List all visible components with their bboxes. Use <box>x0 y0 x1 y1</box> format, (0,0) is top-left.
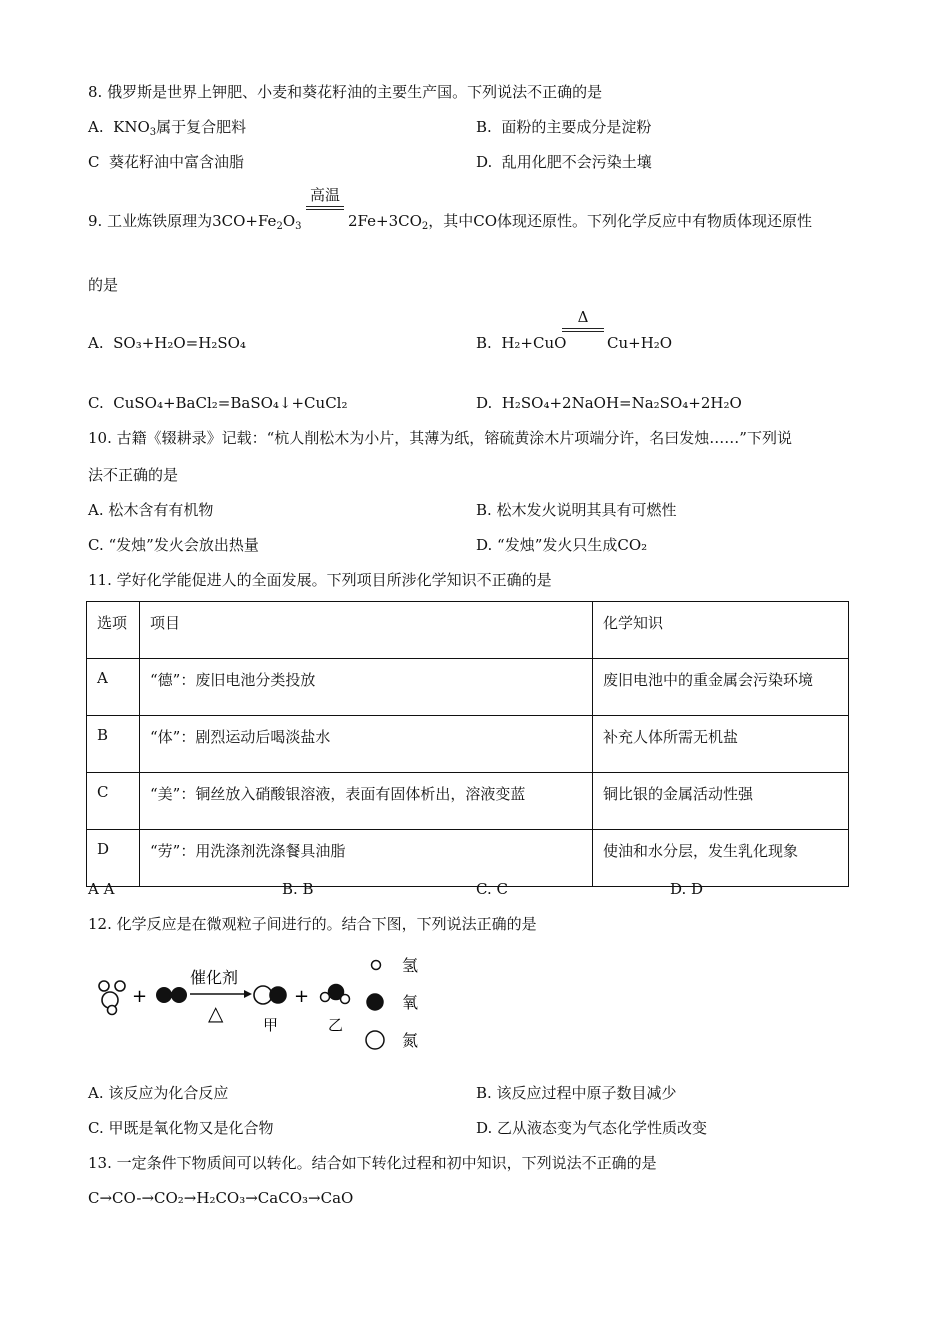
q9-option-a[interactable]: A. SO₃+H₂O=H₂SO₄ <box>88 334 246 352</box>
q9-condition-bar-2 <box>306 209 344 210</box>
hydrogen-atom <box>108 1006 117 1015</box>
q12-option-d[interactable]: D. 乙从液态变为气态化学性质改变 <box>476 1119 708 1137</box>
q8-option-d[interactable]: D. 乱用化肥不会污染土壤 <box>476 153 652 171</box>
q9-option-b-cond-text: Δ <box>577 308 589 326</box>
q12-option-c[interactable]: C. 甲既是氧化物又是化合物 <box>88 1119 274 1137</box>
q12-option-b[interactable]: B. 该反应过程中原子数目减少 <box>476 1084 677 1102</box>
q10-option-c[interactable]: C. “发烛”发火会放出热量 <box>88 536 259 554</box>
q9-sub-3: 3 <box>295 221 302 232</box>
q8-stem: 8. 俄罗斯是世界上钾肥、小麦和葵花籽油的主要生产国。下列说法不正确的是 <box>88 83 603 101</box>
q9-stem-cont: 的是 <box>88 276 119 294</box>
heat-label: △ <box>208 1001 224 1025</box>
q9-stem-post <box>348 211 812 231</box>
q12-option-a[interactable]: A. 该反应为化合反应 <box>88 1084 229 1102</box>
q9-option-b-cond-bar <box>562 328 604 329</box>
q9-option-b[interactable] <box>476 333 566 353</box>
plus-sign-2: + <box>294 986 310 1007</box>
q11-table <box>86 601 849 887</box>
table-row <box>87 773 849 830</box>
q12-stem: 12. 化学反应是在微观粒子间进行的。结合下图，下列说法正确的是 <box>88 915 537 933</box>
q9-option-d[interactable]: D. H₂SO₄+2NaOH=Na₂SO₄+2H₂O <box>476 394 742 412</box>
q9-stem-post-a: 2Fe+3CO <box>348 212 422 230</box>
q12-reaction-diagram <box>80 950 440 1060</box>
legend-hydrogen-label: 氢 <box>402 956 419 975</box>
plus-sign: + <box>132 986 148 1007</box>
table-cell: 补充人体所需无机盐 <box>593 716 849 773</box>
hydrogen-atom <box>115 981 125 991</box>
q8-option-a-text: 属于复合肥料 <box>156 118 247 136</box>
q9-option-b-post: Cu+H₂O <box>607 334 673 352</box>
table-cell: B <box>87 716 140 773</box>
q9-option-b-cond-bar-2 <box>562 331 604 332</box>
table-row <box>87 716 849 773</box>
q11-option-c[interactable]: C. C <box>476 880 508 898</box>
table-cell: “美”：铜丝放入硝酸银溶液，表面有固体析出，溶液变蓝 <box>140 773 593 830</box>
legend-hydrogen-symbol <box>372 961 381 970</box>
q11-option-b[interactable]: B. B <box>282 880 314 898</box>
table-cell: D <box>87 830 140 887</box>
label-jia: 甲 <box>263 1016 279 1034</box>
q11-option-a[interactable]: A A <box>88 880 115 898</box>
hydrogen-atom <box>341 995 350 1004</box>
oxygen-atom <box>156 987 172 1003</box>
q9-condition-bar <box>306 206 344 207</box>
table-header-cell: 选项 <box>87 602 140 659</box>
q11-option-d[interactable]: D. D <box>670 880 704 898</box>
table-cell: 铜比银的金属活动性强 <box>593 773 849 830</box>
q9-stem-pre: 9. 工业炼铁原理为3CO+Fe <box>88 212 277 230</box>
q8-option-c[interactable]: C 葵花籽油中富含油脂 <box>88 153 245 171</box>
table-cell: “体”：剧烈运动后喝淡盐水 <box>140 716 593 773</box>
product-jia <box>254 986 286 1004</box>
legend-oxygen-label: 氧 <box>402 993 419 1012</box>
q13-stem: 13. 一定条件下物质间可以转化。结合如下转化过程和初中知识，下列说法不正确的是 <box>88 1154 657 1172</box>
table-row <box>87 830 849 887</box>
q11-stem: 11. 学好化学能促进人的全面发展。下列项目所涉化学知识不正确的是 <box>88 571 552 589</box>
label-yi: 乙 <box>328 1016 344 1034</box>
q8-option-a-label: A. <box>88 118 104 136</box>
table-cell: 废旧电池中的重金属会污染环境 <box>593 659 849 716</box>
q9-option-b-pre: B. H₂+CuO <box>476 334 567 352</box>
q9-stem-post-b: ，其中CO体现还原性。下列化学反应中有物质体现还原性 <box>428 212 813 230</box>
legend-oxygen-symbol <box>367 994 383 1010</box>
q10-stem-cont: 法不正确的是 <box>88 466 179 484</box>
q13-chain: C→CO-→CO₂→H₂CO₃→CaCO₃→CaO <box>88 1189 354 1207</box>
table-header-cell: 项目 <box>140 602 593 659</box>
q9-condition-text: 高温 <box>309 186 340 204</box>
table-cell: A <box>87 659 140 716</box>
table-row <box>87 659 849 716</box>
table-cell: 使油和水分层，发生乳化现象 <box>593 830 849 887</box>
q9-sub-2: 2 <box>276 221 283 232</box>
hydrogen-atom <box>99 981 109 991</box>
table-cell: “劳”：用洗涤剂洗涤餐具油脂 <box>140 830 593 887</box>
q9-sub-co2: 2 <box>421 221 429 232</box>
q10-option-b[interactable]: B. 松木发火说明其具有可燃性 <box>476 501 677 519</box>
diagram-legend <box>366 961 384 1050</box>
q9-option-b-condition <box>562 308 604 332</box>
oxygen-atom <box>171 987 187 1003</box>
q9-stem <box>88 211 302 231</box>
q9-o: O <box>282 212 296 230</box>
reaction-arrow-head <box>244 990 252 998</box>
q9-option-c[interactable]: C. CuSO₄+BaCl₂=BaSO₄↓+CuCl₂ <box>88 394 348 412</box>
q8-option-a-formula: KNO <box>113 118 150 136</box>
reactant-molecule-1 <box>99 981 125 1015</box>
q8-option-b[interactable]: B. 面粉的主要成分是淀粉 <box>476 118 652 136</box>
q9-condition <box>306 186 344 210</box>
q10-option-d[interactable]: D. “发烛”发火只生成CO₂ <box>476 536 648 554</box>
product-yi <box>321 985 350 1004</box>
q10-option-a[interactable]: A. 松木含有有机物 <box>88 501 214 519</box>
table-header-cell: 化学知识 <box>593 602 849 659</box>
table-header-row <box>87 602 849 659</box>
table-cell: C <box>87 773 140 830</box>
reactant-molecule-2 <box>156 987 187 1003</box>
q8-option-a[interactable] <box>88 117 246 137</box>
catalyst-label: 催化剂 <box>190 968 239 987</box>
legend-nitrogen-symbol <box>366 1031 384 1049</box>
legend-nitrogen-label: 氮 <box>402 1031 419 1050</box>
q8-option-a-sub: 3 <box>149 127 157 138</box>
table-cell: “德”：废旧电池分类投放 <box>140 659 593 716</box>
oxygen-atom <box>270 987 286 1003</box>
q10-stem: 10. 古籍《辍耕录》记载：“杭人削松木为小片，其薄为纸，镕硫黄涂木片项端分许，名曰发烛……”下列说 <box>88 429 792 447</box>
